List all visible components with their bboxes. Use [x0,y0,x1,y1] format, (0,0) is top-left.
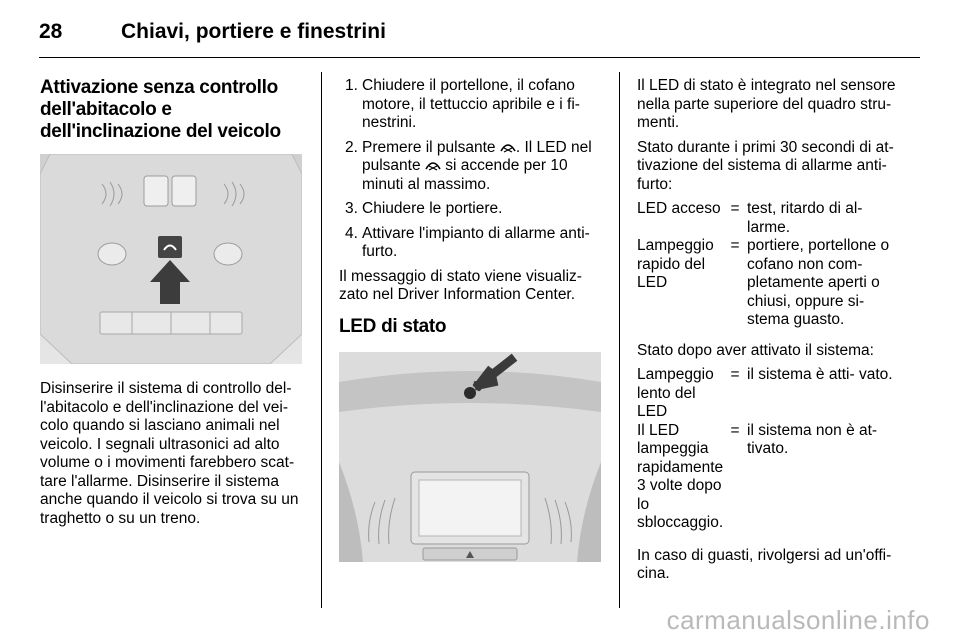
def-term: Il LED lampeggia rapidamente 3 volte dopo lo sbloccaggio. [637,421,724,531]
dashboard-led-figure [339,352,601,562]
def-description: portiere, portellone o cofano non com- pletamente aperti o chiusi, oppure si- stema guasto. [747,237,890,328]
after-activation-label: Stato dopo aver attivato il sistema: [637,341,874,359]
step-text: Chiudere il portellone, il cofano motore, il tettuccio apribile e i fi- nestrini. [362,77,580,131]
overhead-console-figure [40,154,302,364]
dashboard-illustration [339,352,601,562]
def-description: test, ritardo di al- larme. [747,200,863,236]
def-equals: = [730,200,740,217]
column-divider-1 [321,72,322,608]
def-term: LED acceso [637,200,721,217]
def-equals: = [730,237,740,254]
column-1 [40,77,302,528]
first30-definitions [637,200,902,330]
led-intro-paragraph: Il LED di stato è integrato nel sensore nella parte superiore del quadro stru- menti. [637,77,896,131]
def-equals: = [730,421,740,439]
column-3 [637,77,902,584]
after-activation-definitions [637,366,902,533]
deactivation-paragraph: Disinserire il sistema di controllo del- l'abitacolo e dell'inclinazione del vei- colo quando si lasciano animali nel veicolo. I segnali ultrasonici ad alto volume o i movimenti farebbero scat- tare l'allarme. Disinserire il sistema anche quando il veicolo si trova su un traghetto o su un treno. [40,380,299,527]
site-watermark: carmanualsonline.info [666,605,930,635]
overhead-console-illustration [40,154,302,364]
led-heading: LED di stato [339,315,447,337]
page-header [39,20,920,52]
chapter-title: Chiavi, portiere e finestrini [121,20,386,43]
def-description: il sistema è atti- vato. [747,366,893,383]
page-number: 28 [39,20,63,43]
step-text-after: si accende per 10 minuti al massimo. [362,157,568,193]
list-item [339,225,601,262]
def-description: il sistema non è at- tivato. [747,421,878,457]
step-number: 2. [345,138,358,156]
list-item [339,77,601,133]
section-heading: Attivazione senza controllo dell'abitacolo e dell'inclinazione del veicolo [40,77,281,142]
alarm-sensor-button-icon [500,142,516,153]
step-number: 4. [345,224,358,242]
column-divider-2 [619,72,620,608]
step-text: Attivare l'impianto di allarme anti- furto. [362,224,590,260]
def-equals: = [730,366,740,383]
step-text-middle: . Il LED nel pulsante [362,138,592,174]
step-text-before: Premere il pulsante [362,138,496,156]
step-text: Chiudere le portiere. [362,200,503,217]
steps-list [339,77,601,262]
def-term: Lampeggio rapido del LED [637,237,714,291]
step-number: 3. [345,200,358,217]
column-2 [339,77,601,562]
def-term: Lampeggio lento del LED [637,366,714,420]
fault-note: In caso di guasti, rivolgersi ad un'offi- cina. [637,546,892,582]
status-message-paragraph: Il messaggio di stato viene visualiz- zato nel Driver Information Center. [339,267,582,303]
header-rule [39,57,920,58]
alarm-sensor-button-icon [425,160,441,171]
list-item [339,139,601,195]
list-item [339,200,601,219]
step-number: 1. [345,77,358,94]
first30-label: Stato durante i primi 30 secondi di at- tivazione del sistema di allarme anti- furto: [637,138,894,193]
